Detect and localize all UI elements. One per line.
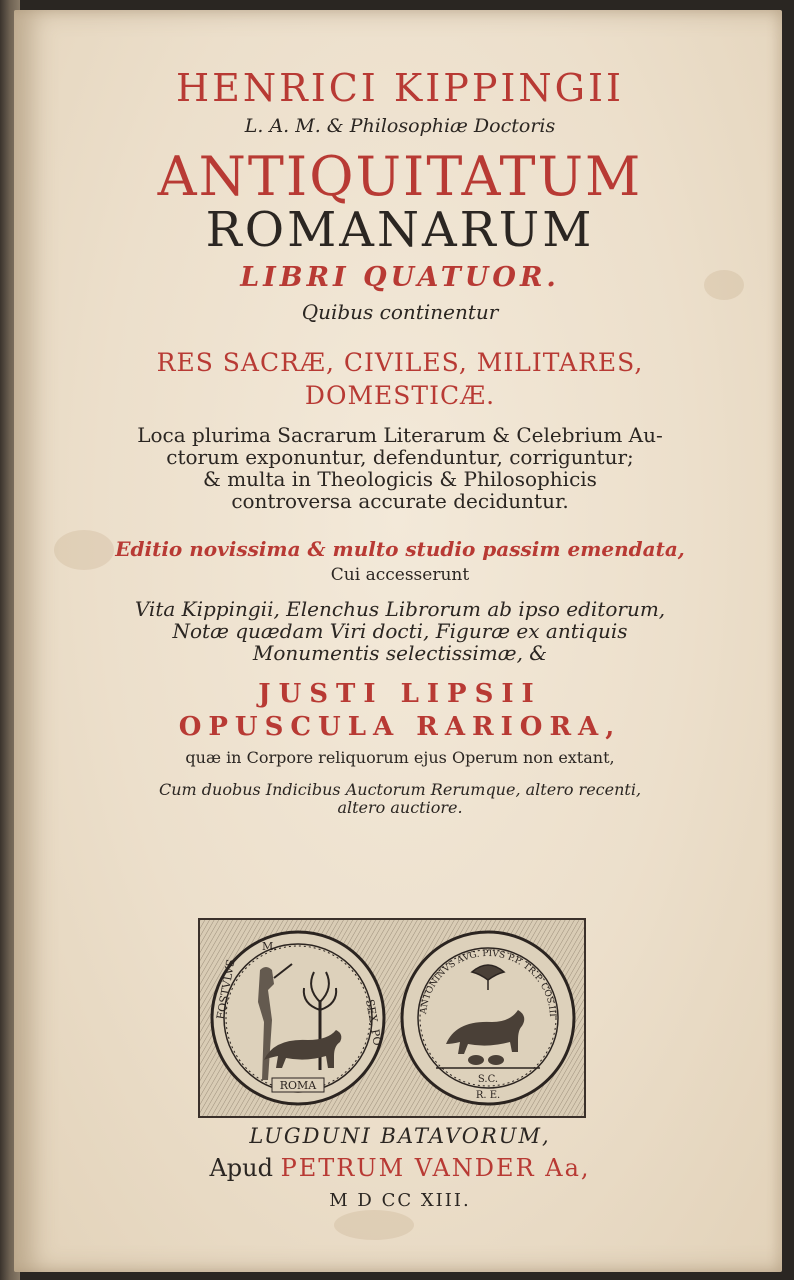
description-paragraph: [80, 424, 720, 512]
description-line: Loca plurima Sacrarum Literarum & Celebrium Au-: [137, 422, 663, 447]
left-coin: [212, 932, 384, 1104]
title-line-2: ROMANARUM: [205, 202, 595, 259]
left-coin-top: M.: [262, 940, 277, 953]
left-coin-exergue: ROMA: [279, 1079, 317, 1092]
title-text-block: [60, 68, 740, 816]
imprint-apud: Apud: [209, 1154, 273, 1182]
right-coin: [402, 932, 574, 1104]
lipsius-line-1: JUSTI LIPSII: [258, 679, 542, 710]
additions-line: Monumentis selectissimæ, &: [252, 641, 548, 666]
author-name: HENRICI KIPPINGII: [175, 66, 625, 110]
title-line-1: ANTIQUITATUM: [157, 144, 643, 208]
description-line: ctorum exponuntur, defenduntur, corriguntur;: [166, 444, 634, 469]
left-coin-legend: FOSTVLVS: [214, 958, 238, 1021]
imprint-place: LUGDUNI BATAVORUM,: [249, 1124, 551, 1148]
author-degree: L. A. M. & Philosophiæ Doctoris: [244, 114, 556, 137]
right-coin-legend: ANTONINVS AVG. PIVS P.P. TR.P. COS.III: [419, 948, 558, 1018]
description-line: controversa accurate deciduntur.: [231, 488, 569, 513]
topics-line-2: DOMESTICÆ.: [304, 381, 496, 411]
right-coin-bottom: R. E.: [475, 1090, 501, 1101]
left-coin-legend-2: SEX. PO: [363, 998, 384, 1047]
title-line-3: LIBRI QUATUOR.: [240, 261, 560, 293]
additions-paragraph: [70, 598, 730, 664]
imprint-publisher: PETRUM VANDER Aa,: [280, 1154, 591, 1182]
imprint-publisher-line: [60, 1154, 740, 1182]
indices-line: altero auctiore.: [337, 797, 463, 817]
topics-line-1: RES SACRÆ, CIVILES, MILITARES,: [156, 347, 644, 377]
additions-line: Vita Kippingii, Elenchus Librorum ab ipso editorum,: [134, 597, 666, 622]
lipsius-line-2: OPUSCULA RARIORA,: [178, 711, 622, 742]
indices-line: Cum duobus Indicibus Auctorum Rerumque, altero recenti,: [158, 780, 642, 800]
additions-line: Notæ quædam Viri docti, Figuræ ex antiquis: [172, 619, 628, 644]
indices-statement: [90, 781, 710, 816]
right-coin-exergue: S.C.: [477, 1074, 499, 1085]
edition-statement: Editio novissima & multo studio passim emendata,: [115, 536, 685, 561]
imprint-year: M D CC XIII.: [329, 1190, 471, 1211]
description-line: & multa in Theologicis & Philosophicis: [203, 466, 597, 491]
edition-sub: Cui accesserunt: [330, 564, 470, 585]
coin-engraving: [198, 918, 586, 1118]
subtitle: Quibus continentur: [301, 299, 499, 324]
imprint-block: [60, 1124, 740, 1211]
lipsius-sub: quæ in Corpore reliquorum ejus Operum non extant,: [185, 748, 615, 768]
